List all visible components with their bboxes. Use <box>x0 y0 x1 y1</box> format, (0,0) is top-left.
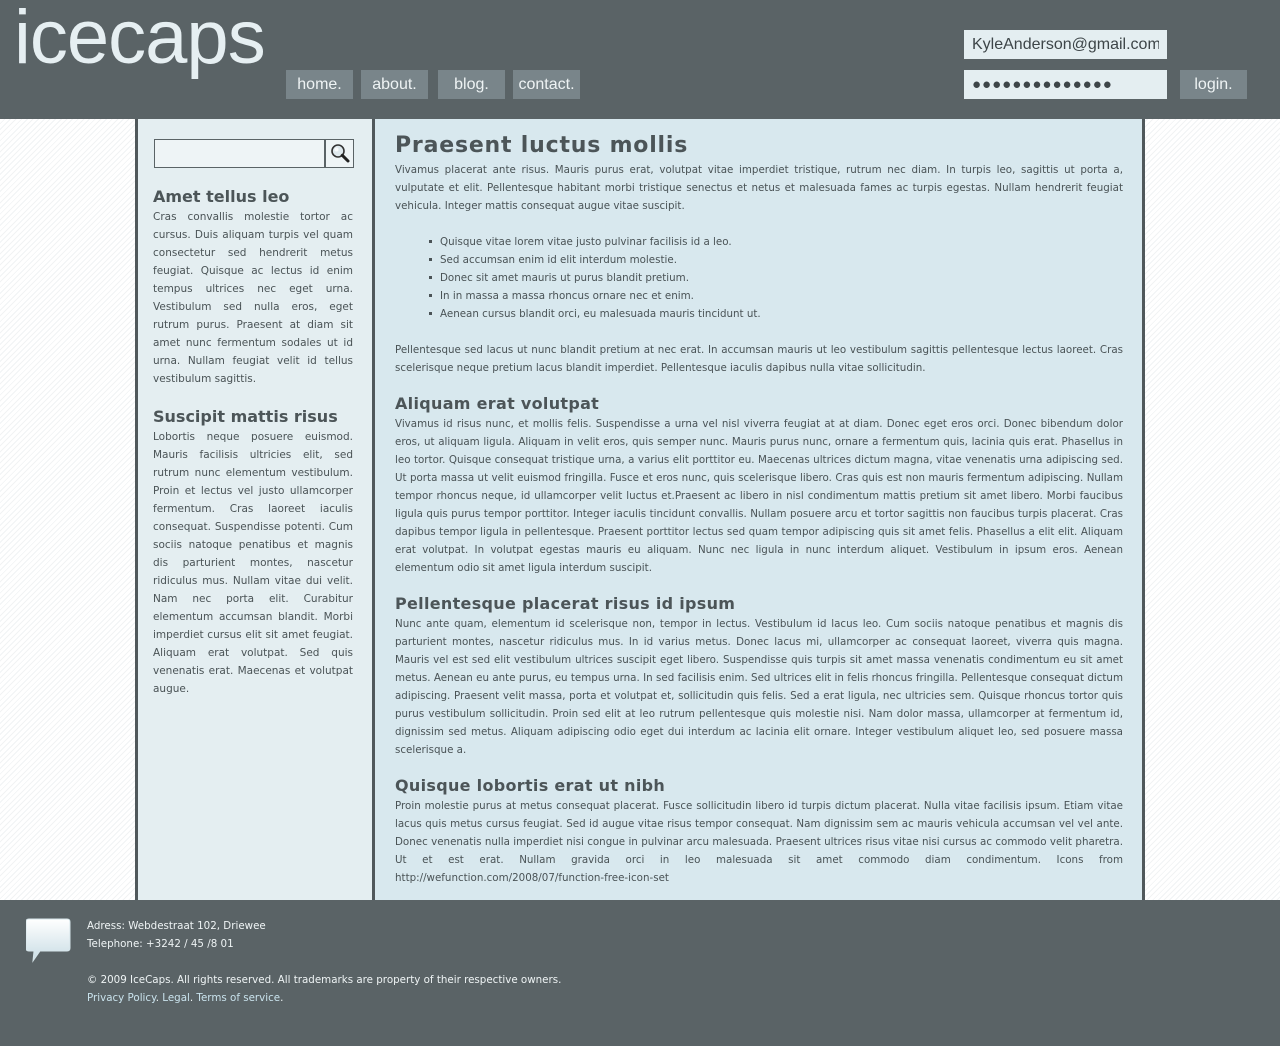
footer-links <box>87 989 561 1007</box>
sidebar-block-title: Amet tellus leo <box>153 187 290 206</box>
nav-home-button[interactable]: home. <box>286 70 353 99</box>
sidebar <box>135 119 375 900</box>
section-title: Aliquam erat volutpat <box>395 394 600 413</box>
footer-copyright: © 2009 IceCaps. All rights reserved. All trademarks are property of their respective owners. <box>87 974 562 986</box>
page-title: Praesent luctus mollis <box>395 133 689 158</box>
nav-blog-button[interactable]: blog. <box>438 70 505 99</box>
sidebar-block-text: Cras convallis molestie tortor ac cursus. Duis aliquam turpis vel quam consectetur sed hendrerit metus feugiat. Quisque ac lectus id enim tempus ultrices nec eget urna. Vestibulum sed nulla eros, eget rutrum purus. Praesent at diam sit amet nunc fermentum sodales ut id urna. Nullam feugiat velit id tellus vestibulum sagittis. <box>153 211 353 385</box>
section-text: Proin molestie purus at metus consequat placerat. Fusce sollicitudin libero id turpis dictum placerat. Nulla vitae facilisis ipsum. Etiam vitae lacus quis metus cursus feugiat. Sed id augue vitae risus tempor consequat. Nam dignissim sem ac mauris vehicula accumsan vel vel ante. Donec venenatis nulla imperdiet nisi congue in pulvinar arcu malesuada. Praesent ultrices risus vitae nisi cursus ac commodo velit pharetra. Ut et est erat. Nullam gravida orci in leo malesuada sit amet commodo diam condimentum. Icons from http://wefunction.com/2008/07/function-free-icon-set <box>395 800 1123 884</box>
search-icon <box>326 140 353 167</box>
link-separator: . <box>189 992 197 1004</box>
article <box>395 131 1123 887</box>
section-title: Quisque lobortis erat ut nibh <box>395 776 666 795</box>
terms-of-service-link[interactable]: Terms of service <box>196 992 281 1004</box>
section-title: Pellentesque placerat risus id ipsum <box>395 594 736 613</box>
email-field[interactable] <box>964 30 1167 59</box>
login-button[interactable]: login. <box>1180 70 1247 99</box>
nav-contact-button[interactable]: contact. <box>513 70 580 99</box>
list-item: In in massa a massa rhoncus ornare nec et enim. <box>429 287 1123 305</box>
nav-about-button[interactable]: about. <box>361 70 428 99</box>
header <box>0 0 1280 119</box>
sidebar-block <box>153 406 353 698</box>
sidebar-block <box>153 186 353 388</box>
search-input[interactable] <box>154 139 325 168</box>
link-separator: . <box>155 992 163 1004</box>
footer-text <box>87 917 561 1007</box>
bullet-list <box>429 233 1123 323</box>
section-text: Nunc ante quam, elementum id scelerisque non, tempor in lectus. Vestibulum id lacus leo. Cum sociis natoque penatibus et magnis dis parturient montes, nascetur ridiculus mus. In id varius metus. Donec lacus mi, ullamcorper ac consequat laoreet, viverra quis magna. Mauris vel est sed elit vestibulum ultrices suscipit eget libero. Suspendisse quis turpis sit amet massa venenatis condimentum eu sit amet metus. Aenean eu ante purus, eu tempus urna. In sed facilisis enim. Sed ultrices elit in felis rhoncus fringilla. Pellentesque consequat dictum adipiscing. Praesent velit massa, porta et volutpat et, sollicitudin quis felis. Sed a erat ligula, nec ultricies sem. Quisque rhoncus tortor quis purus vestibulum sollicitudin. Proin sed elit at leo rutrum pellentesque quis molestie nisi. Nam dolor massa, ullamcorper at fermentum id, dignissim sed metus. Aliquam adipiscing odio eget dui interdum ac lacinia elit ornare. Integer vestibulum aliquet leo, sed posuere massa scelerisque a. <box>395 618 1123 756</box>
sidebar-block-title: Suscipit mattis risus <box>153 407 338 426</box>
list-item: Donec sit amet mauris ut purus blandit pretium. <box>429 269 1123 287</box>
password-field[interactable] <box>964 70 1167 99</box>
sidebar-block-text: Lobortis neque posuere euismod. Mauris facilisis ultricies elit, sed rutrum nunc elementum vestibulum. Proin et lectus vel justo ullamcorper fermentum. Cras laoreet iaculis consequat. Suspendisse potenti. Cum sociis natoque penatibus et magnis dis parturient montes, nascetur ridiculus mus. Nullam vitae dui velit. Nam nec porta elit. Curabitur elementum accumsan blandit. Morbi imperdiet cursus elit sit amet feugiat. Aliquam erat volutpat. Sed quis venenatis erat. Maecenas et volutpat augue. <box>153 431 353 695</box>
search-button[interactable] <box>325 139 354 168</box>
list-item: Aenean cursus blandit orci, eu malesuada mauris tincidunt ut. <box>429 305 1123 323</box>
main-content <box>375 119 1145 900</box>
after-bullets-paragraph: Pellentesque sed lacus ut nunc blandit pretium at nec erat. In accumsan mauris ut leo vestibulum sagittis pellentesque lectus laoreet. Cras scelerisque neque pretium lacus blandit imperdiet. Pellentesque iaculis dapibus nulla vitae sollicitudin. <box>395 344 1123 374</box>
list-item: Sed accumsan enim id elit interdum molestie. <box>429 251 1123 269</box>
link-end: . <box>280 992 284 1004</box>
legal-link[interactable]: Legal <box>162 992 190 1004</box>
site-logo[interactable]: icecaps <box>14 0 265 80</box>
footer-telephone: Telephone: +3242 / 45 /8 01 <box>87 938 234 950</box>
section-text: Vivamus id risus nunc, et mollis felis. Suspendisse a urna vel nisl viverra feugiat at at diam. Donec eget eros orci. Donec bibendum dolor eros, ut aliquam ligula. Aliquam in velit eros, quis semper nunc. Mauris purus nunc, ornare a fermentum quis, lacinia quis erat. Phasellus in leo tortor. Quisque consequat tristique urna, a varius elit porttitor eu. Maecenas ultrices dictum magna, vitae venenatis urna adipiscing sed. Ut porta massa ut velit euismod fringilla. Fusce et eros nunc, quis scelerisque libero. Cras quis est non mauris fermentum adipiscing. Nullam tempor rhoncus neque, id ullamcorper velit luctus et.Praesent ac libero in nisl condimentum mattis pretium sit amet libero. Morbi faucibus ligula quis purus tempor porttitor. Integer iaculis tincidunt convallis. Nullam posuere arcu et tortor sagittis non faucibus turpis placerat. Cras dapibus tempor ligula in pellentesque. Praesent porttitor lectus sed quam tempor adipiscing quis sit amet felis. Phasellus a elit elit. Aliquam erat volutpat. In volutpat egestas mauris eu aliquam. Nunc nec ligula in nunc interdum aliquet. Vestibulum in ipsum eros. Aenean elementum odio sit amet ligula interdum suscipit. <box>395 418 1123 574</box>
intro-paragraph: Vivamus placerat ante risus. Mauris purus erat, volutpat vitae imperdiet tristique, rutrum nec diam. In turpis leo, sagittis ut porta a, vulputate et elit. Pellentesque habitant morbi tristique senectus et netus et malesuada fames ac turpis egestas. Nullam hendrerit feugiat vehicula. Integer mattis consequat augue vitae suscipit. <box>395 164 1123 212</box>
speech-bubble-icon <box>26 918 72 964</box>
footer <box>0 900 1280 1046</box>
footer-address: Adress: Webdestraat 102, Driewee <box>87 920 266 932</box>
sidebar-content <box>153 186 353 716</box>
list-item: Quisque vitae lorem vitae justo pulvinar facilisis id a leo. <box>429 233 1123 251</box>
privacy-policy-link[interactable]: Privacy Policy <box>87 992 156 1004</box>
